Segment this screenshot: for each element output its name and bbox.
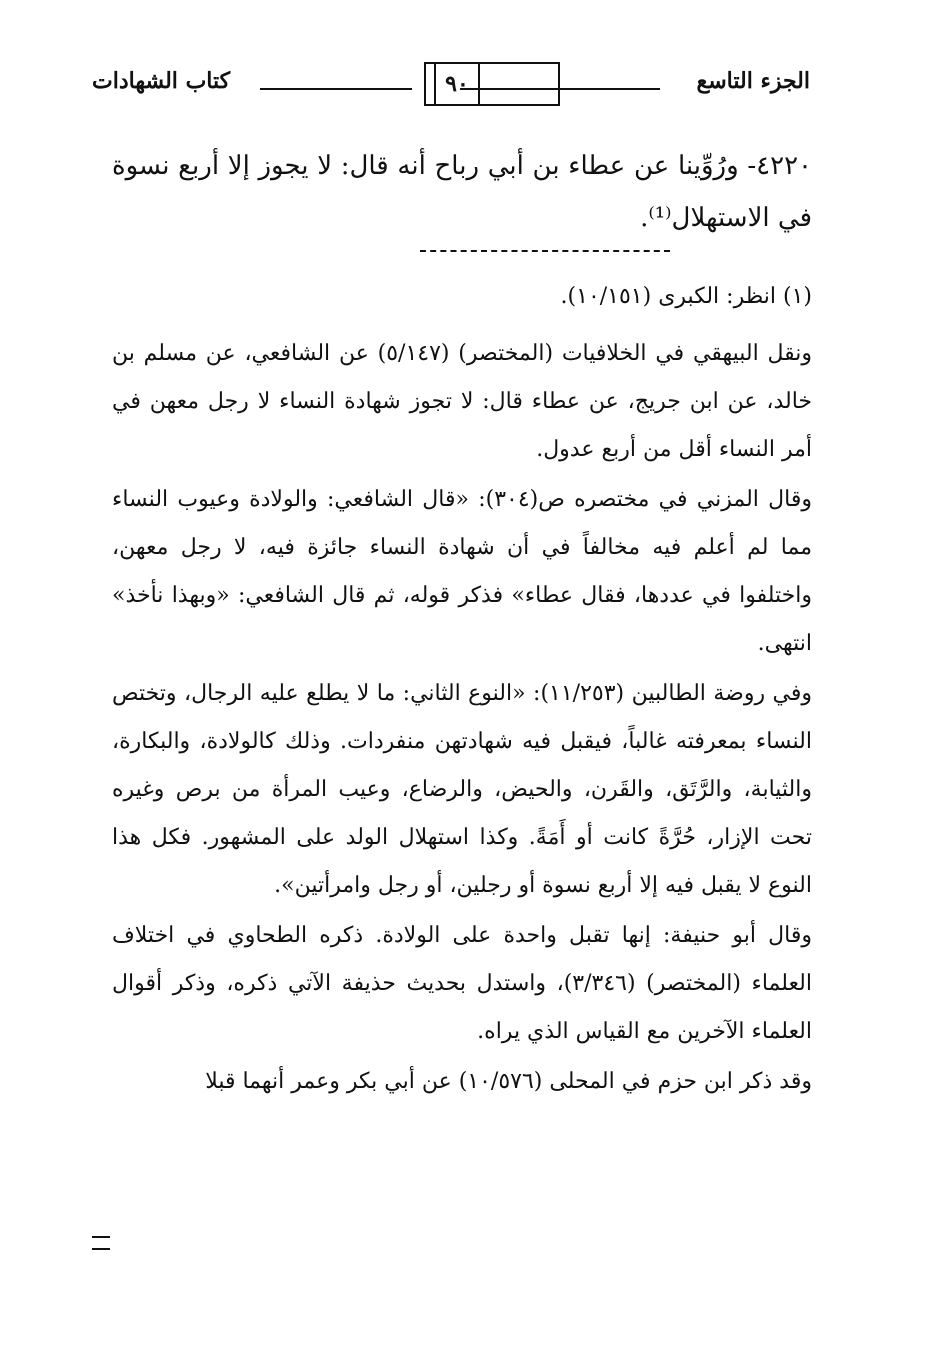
narration-4220: ٤٢٢٠- ورُوِّينا عن عطاء بن أبي رباح أنه قال: لا يجوز إلا أربع نسوة في الاستهلال⁽¹⁾. [112,151,812,233]
footnote-separator [420,250,670,252]
footnote-paragraph: وقال أبو حنيفة: إنها تقبل واحدة على الولادة. ذكره الطحاوي في اختلاف العلماء (المختصر) (٣/٣٤٦)، واستدل بحديث حذيفة الآتي ذكره، وذكر أقوال العلماء الآخرين مع القياس الذي يراه. [112,923,812,1044]
footnote-paragraph: وقد ذكر ابن حزم في المحلى (١٠/٥٧٦) عن أبي بكر وعمر أنهما قبلا [205,1069,812,1094]
header-rule-left [260,88,412,90]
page-number: ٩٠ [434,64,480,104]
footnotes [112,272,812,1106]
page-number-box [424,62,560,106]
book-title: كتاب الشهادات [92,68,231,94]
footnote-paragraph: وفي روضة الطالبين (١١/٢٥٣): «النوع الثاني: ما لا يطلع عليه الرجال، وتختص النساء بمعرفته غالباً، فيقبل فيه شهادتهن منفردات. وذلك كالولادة، والبكارة، والثيابة، والرَّتَق، والقَرن، والحيض، والرضاع، وعيب المرأة من برص وغيره تحت الإزار، حُرَّةً كانت أو أَمَةً. وكذا استهلال الولد على المشهور. فكل هذا النوع لا يقبل فيه إلا أربع نسوة أو رجلين، أو رجل وامرأتين». [112,681,813,898]
page-header [92,62,810,112]
footnote-reference: (١) انظر: الكبرى (١٠/١٥١). [560,284,812,309]
footnote-paragraph: ونقل البيهقي في الخلافيات (المختصر) (٥/١٤٧) عن الشافعي، عن مسلم بن خالد، عن ابن جريج، عن عطاء قال: لا تجوز شهادة النساء لا رجل معهن في أمر النساء أقل من أربع عدول. [112,341,813,462]
volume-title: الجزء التاسع [696,68,810,94]
footnote-paragraph: وقال المزني في مختصره ص(٣٠٤): «قال الشافعي: والولادة وعيوب النساء مما لم أعلم فيه مخالفاً في أن شهادة النساء جائزة فيه، لا رجل معهن، واختلفوا في عددها، فقال عطاء» فذكر قوله، ثم قال الشافعي: «وبهذا نأخذ» انتهى. [112,487,813,656]
main-text [112,140,812,244]
continuation-mark [92,1236,110,1250]
